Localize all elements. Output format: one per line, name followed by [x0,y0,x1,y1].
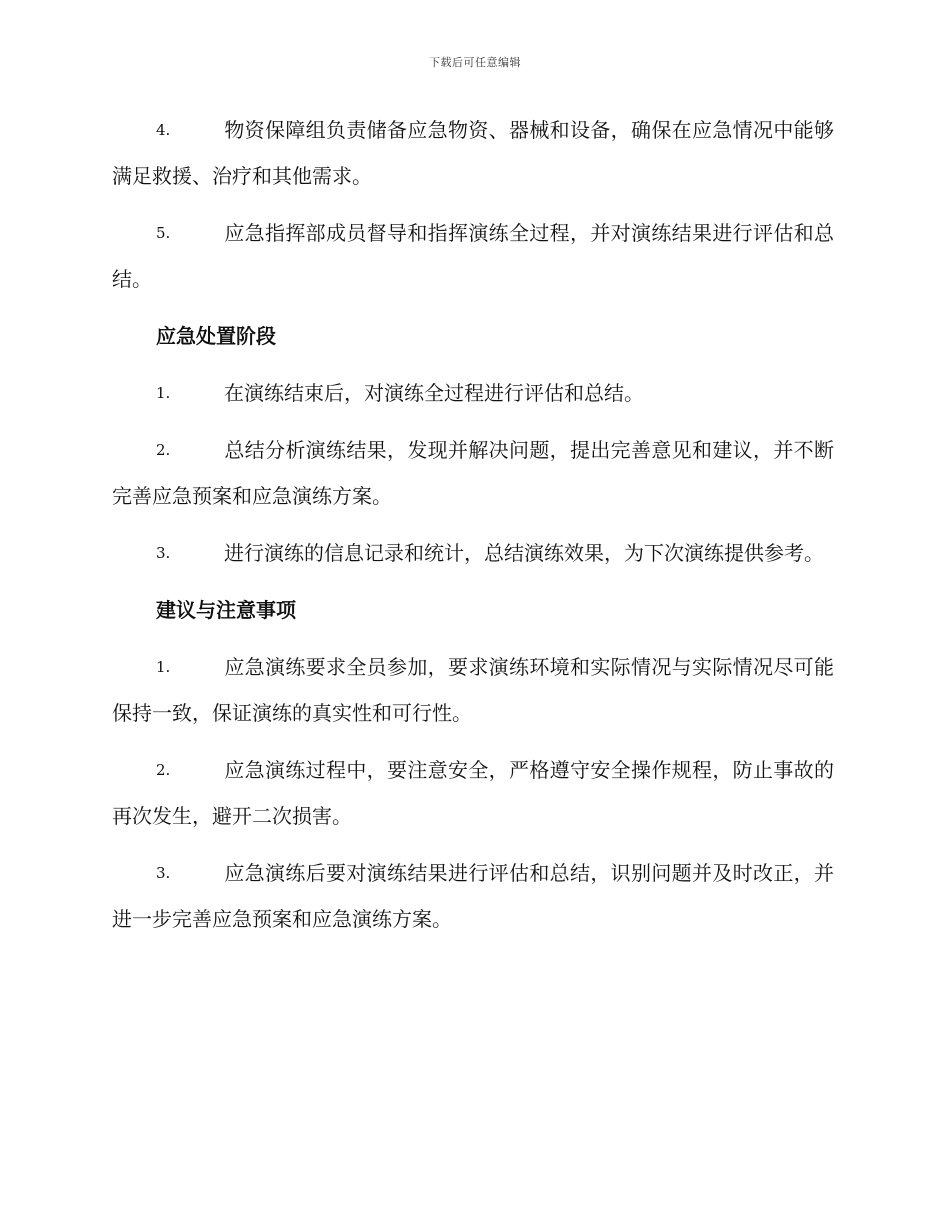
item-text: 应急演练后要对演练结果进行评估和总结，识别问题并及时改正，并进一步完善应急预案和应急演练方案。 [112,861,834,931]
section-heading: 建议与注意事项 [156,598,296,622]
item-text: 总结分析演练结果，发现并解决问题，提出完善意见和建议，并不断完善应急预案和应急演练方案。 [112,438,834,508]
item-text: 物资保障组负责储备应急物资、器械和设备，确保在应急情况中能够满足救援、治疗和其他需求。 [112,118,834,188]
list-item [112,370,834,416]
item-text: 应急演练要求全员参加，要求演练环境和实际情况与实际情况尽可能保持一致，保证演练的真实性和可行性。 [112,655,834,725]
item-number: 1. [156,658,171,676]
item-number: 3. [156,544,171,562]
item-number: 5. [156,224,171,242]
item-text: 进行演练的信息记录和统计，总结演练效果，为下次演练提供参考。 [224,541,824,565]
list-item [112,850,834,942]
item-number: 1. [156,384,171,402]
page-header: 下载后可任意编辑 [429,56,521,69]
item-number: 4. [156,121,171,139]
list-item [112,530,834,576]
list-item [112,747,834,839]
section-heading: 应急处置阶段 [156,324,276,348]
item-number: 2. [156,441,171,459]
document-body [112,107,834,953]
list-item [112,107,834,199]
item-text: 应急指挥部成员督导和指挥演练全过程，并对演练结果进行评估和总结。 [112,221,834,291]
item-number: 2. [156,761,171,779]
list-item [112,427,834,519]
list-item [112,210,834,302]
item-text: 应急演练过程中，要注意安全，严格遵守安全操作规程，防止事故的再次发生，避开二次损害。 [112,758,834,828]
item-number: 3. [156,864,171,882]
item-text: 在演练结束后，对演练全过程进行评估和总结。 [224,381,644,405]
list-item [112,644,834,736]
